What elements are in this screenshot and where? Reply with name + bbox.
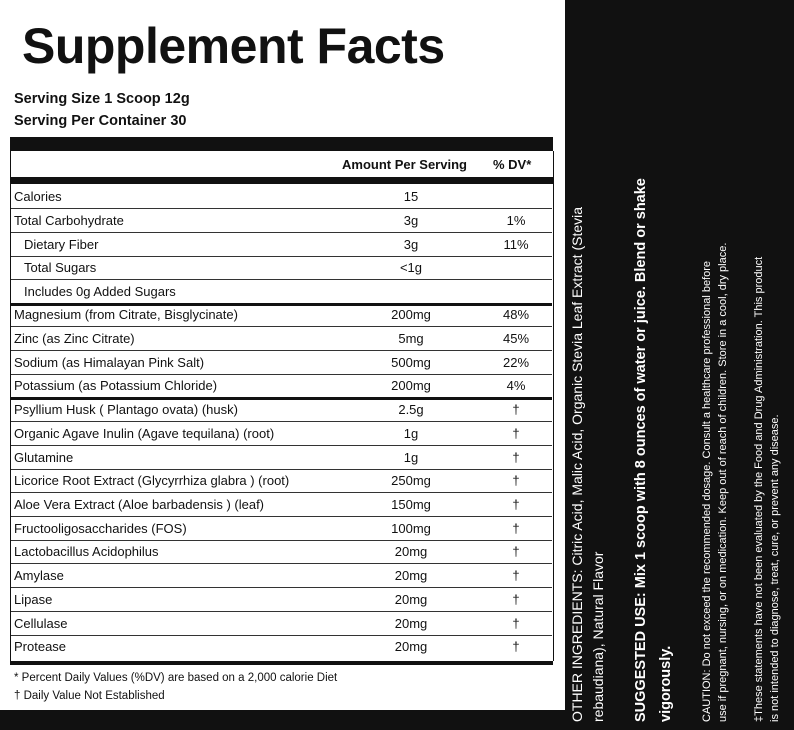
- table-row: [11, 446, 552, 470]
- suggested-use-line-1: SUGGESTED USE: Mix 1 scoop with 8 ounces of water or juice. Blend or shake: [633, 178, 649, 722]
- amount-per-serving: 500mg: [391, 355, 431, 370]
- amount-per-serving: 1g: [403, 426, 419, 441]
- table-row: [11, 327, 552, 351]
- daily-value: †: [512, 544, 520, 559]
- nutrient-name: Includes 0g Added Sugars: [24, 284, 176, 299]
- amount-per-serving: 20mg: [394, 639, 428, 654]
- other-ingredients-line-2: rebaudiana), Natural Flavor: [590, 551, 606, 722]
- nutrient-name: Protease: [14, 639, 67, 654]
- daily-value: †: [512, 402, 520, 417]
- amount-per-serving: 15: [403, 189, 419, 204]
- amount-per-serving: 200mg: [391, 307, 431, 322]
- daily-value: †: [512, 568, 520, 583]
- nutrient-name: Sodium (as Himalayan Pink Salt): [14, 355, 205, 370]
- daily-value: †: [512, 497, 520, 512]
- dv-footnote: * Percent Daily Values (%DV) are based on a 2,000 calorie Diet: [14, 672, 338, 684]
- other-ingredients-line-1: OTHER INGREDIENTS: Citric Acid, Malic Acid, Organic Stevia Leaf Extract (Stevia: [569, 206, 585, 722]
- daily-value: 48%: [502, 307, 530, 322]
- amount-per-serving: 250mg: [391, 473, 431, 488]
- side-info-panel: [565, 0, 794, 730]
- table-row: [11, 469, 552, 493]
- fda-line-2: is not intended to diagnose, treat, cure, or prevent any disease.: [769, 414, 781, 722]
- fda-line-1: ‡These statements have not been evaluated by the Food and Drug Administration. This product: [753, 256, 765, 722]
- dv-column-header: % DV*: [493, 157, 532, 172]
- daily-value: †: [512, 450, 520, 465]
- table-row: [11, 564, 552, 588]
- top-divider-bar: [10, 137, 553, 151]
- amount-per-serving: 20mg: [394, 592, 428, 607]
- nutrient-name: Glutamine: [14, 450, 74, 465]
- label-title: Supplement Facts: [22, 18, 445, 74]
- table-row: [11, 422, 552, 446]
- nutrient-name: Amylase: [14, 568, 64, 583]
- table-row: [11, 233, 552, 257]
- table-row: [11, 351, 552, 375]
- caution-line-1: CAUTION: Do not exceed the recommended dosage. Consult a healthcare professional before: [701, 260, 713, 722]
- daily-value: †: [512, 639, 520, 654]
- table-row: [11, 303, 552, 327]
- nutrient-name: Aloe Vera Extract (Aloe barbadensis ) (leaf): [14, 497, 265, 512]
- daily-value: 4%: [506, 378, 526, 393]
- daily-value: †: [512, 426, 520, 441]
- table-row: [11, 398, 552, 422]
- nutrient-name: Calories: [14, 189, 62, 204]
- caution-statement: [699, 0, 731, 722]
- nutrient-name: Potassium (as Potassium Chloride): [14, 378, 218, 393]
- table-row: [11, 493, 552, 517]
- nutrient-name: Lactobacillus Acidophilus: [14, 544, 159, 559]
- daily-value: 45%: [502, 331, 530, 346]
- nutrient-name: Zinc (as Zinc Citrate): [14, 331, 135, 346]
- table-row: [11, 635, 552, 658]
- amount-per-serving: 3g: [403, 237, 419, 252]
- nutrient-name: Organic Agave Inulin (Agave tequilana) (root): [14, 426, 275, 441]
- nutrient-name: Licorice Root Extract (Glycyrrhiza glabra ) (root): [14, 473, 290, 488]
- amount-per-serving: 1g: [403, 450, 419, 465]
- suggested-use: [629, 0, 679, 722]
- nutrient-name: Lipase: [14, 592, 53, 607]
- header-divider-bar: [10, 177, 553, 184]
- bottom-black-band: [0, 710, 565, 730]
- daily-value: 22%: [502, 355, 530, 370]
- amount-per-serving: 20mg: [394, 568, 428, 583]
- table-row: [11, 588, 552, 612]
- amount-per-serving: 200mg: [391, 378, 431, 393]
- amount-per-serving: 150mg: [391, 497, 431, 512]
- table-row: [11, 256, 552, 280]
- daily-value: †: [512, 616, 520, 631]
- daily-value: 11%: [503, 237, 529, 252]
- nutrient-name: Total Carbohydrate: [14, 213, 124, 228]
- table-row: [11, 209, 552, 233]
- table-row: [11, 374, 552, 400]
- serving-size: Serving Size 1 Scoop 12g: [14, 91, 190, 107]
- amount-per-serving: 20mg: [394, 544, 428, 559]
- amount-per-serving: 100mg: [391, 521, 431, 536]
- daily-value: †: [512, 473, 520, 488]
- daily-value: †: [512, 592, 520, 607]
- amount-per-serving: 2.5g: [398, 402, 424, 417]
- daily-value: 1%: [506, 213, 526, 228]
- amount-per-serving: 5mg: [398, 331, 424, 346]
- amount-column-header: Amount Per Serving: [342, 157, 467, 172]
- suggested-use-line-2: vigorously.: [658, 645, 674, 722]
- nutrient-name: Fructooligosaccharides (FOS): [14, 521, 187, 536]
- table-row: [11, 612, 552, 636]
- fda-disclaimer: [751, 0, 783, 722]
- nutrient-name: Total Sugars: [24, 260, 97, 275]
- bottom-divider-bar: [10, 661, 553, 665]
- nutrient-name: Magnesium (from Citrate, Bisglycinate): [14, 307, 238, 322]
- table-row: [11, 517, 552, 541]
- servings-per-container: Serving Per Container 30: [14, 113, 187, 129]
- nutrient-name: Dietary Fiber: [24, 237, 99, 252]
- table-row: [11, 185, 552, 209]
- dagger-footnote: † Daily Value Not Established: [14, 690, 165, 702]
- caution-line-2: use if pregnant, nursing, or on medication. Keep out of reach of children. Store in a cool, dry place.: [717, 242, 729, 722]
- amount-per-serving: 3g: [403, 213, 419, 228]
- table-row: [11, 540, 552, 564]
- amount-per-serving: <1g: [399, 260, 423, 275]
- nutrient-name: Cellulase: [14, 616, 68, 631]
- nutrient-name: Psyllium Husk ( Plantago ovata) (husk): [14, 402, 238, 417]
- amount-per-serving: 20mg: [394, 616, 428, 631]
- other-ingredients: [567, 0, 609, 722]
- daily-value: †: [512, 521, 520, 536]
